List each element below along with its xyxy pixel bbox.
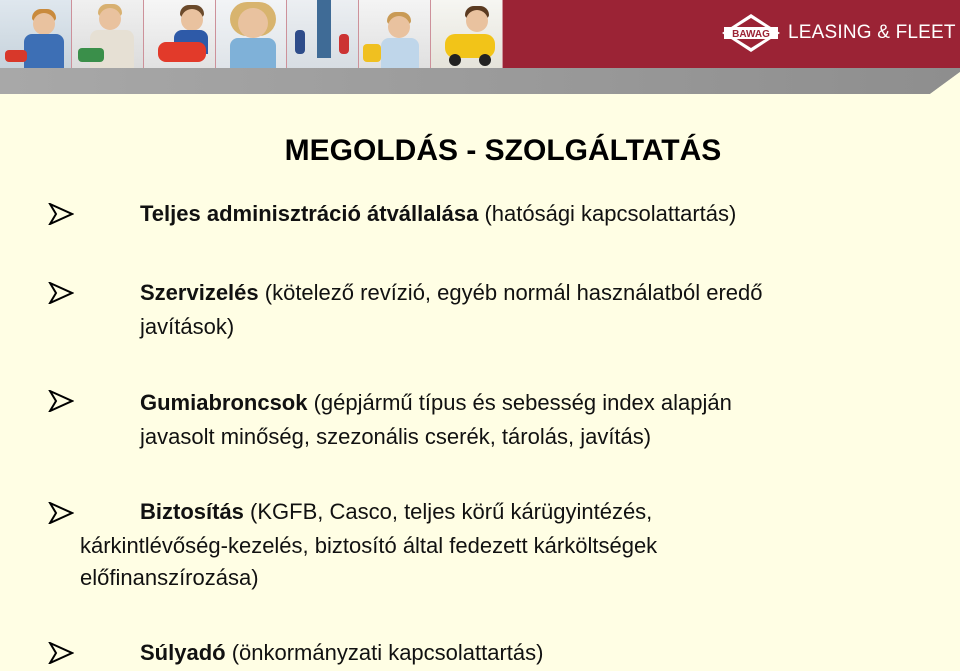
svg-text:BAWAG: BAWAG	[732, 29, 770, 40]
bawag-logo-icon	[722, 14, 780, 52]
arrowhead-bullet-icon	[48, 203, 74, 225]
photo-ride-on-toy	[431, 0, 503, 68]
list-item-administration	[140, 197, 880, 231]
item-detail: (kötelező revízió, egyéb normál használatból eredő	[258, 280, 763, 305]
photo-child-playing	[0, 0, 72, 68]
list-item-insurance	[140, 495, 652, 529]
arrowhead-bullet-icon	[48, 282, 74, 304]
item-heading: Gumiabroncsok	[140, 390, 308, 415]
photo-girl-laptop	[72, 0, 144, 68]
photo-strip	[0, 0, 503, 68]
bawag-logo	[722, 14, 956, 52]
list-item-weight-tax	[140, 636, 880, 670]
item-detail: (KGFB, Casco, teljes körű kárügyintézés,	[243, 499, 653, 524]
item-detail: (önkormányzati kapcsolattartás)	[225, 640, 544, 665]
item-detail: (gépjármű típus és sebesség index alapján	[307, 390, 732, 415]
list-item-insurance-line2: kárkintlévőség-kezelés, biztosító által fedezett kárköltségek	[80, 533, 658, 558]
arrowhead-bullet-icon	[48, 390, 74, 412]
item-heading: Súlyadó	[140, 640, 226, 665]
list-item-tyres	[140, 386, 880, 454]
item-detail-line2: javítások)	[140, 314, 235, 339]
header-banner	[0, 0, 960, 68]
item-heading: Szervizelés	[140, 280, 259, 305]
slide-title: MEGOLDÁS - SZOLGÁLTATÁS	[284, 134, 722, 167]
logo-text: LEASING & FLEET	[788, 22, 956, 43]
photo-child-toys	[287, 0, 359, 68]
photo-boy-toy-car	[144, 0, 216, 68]
item-detail-line2: javasolt minőség, szezonális cserék, tárolás, javítás)	[140, 424, 652, 449]
header-strip	[0, 68, 960, 94]
arrowhead-bullet-icon	[48, 642, 74, 664]
list-item-service	[140, 276, 880, 344]
arrowhead-bullet-icon	[48, 502, 74, 524]
item-heading: Biztosítás	[140, 499, 244, 524]
photo-smiling-girl	[216, 0, 288, 68]
photo-toddler	[359, 0, 431, 68]
list-item-insurance-line3: előfinanszírozása)	[80, 565, 259, 590]
item-heading: Teljes adminisztráció átvállalása	[140, 201, 479, 226]
item-detail: (hatósági kapcsolattartás)	[478, 201, 737, 226]
